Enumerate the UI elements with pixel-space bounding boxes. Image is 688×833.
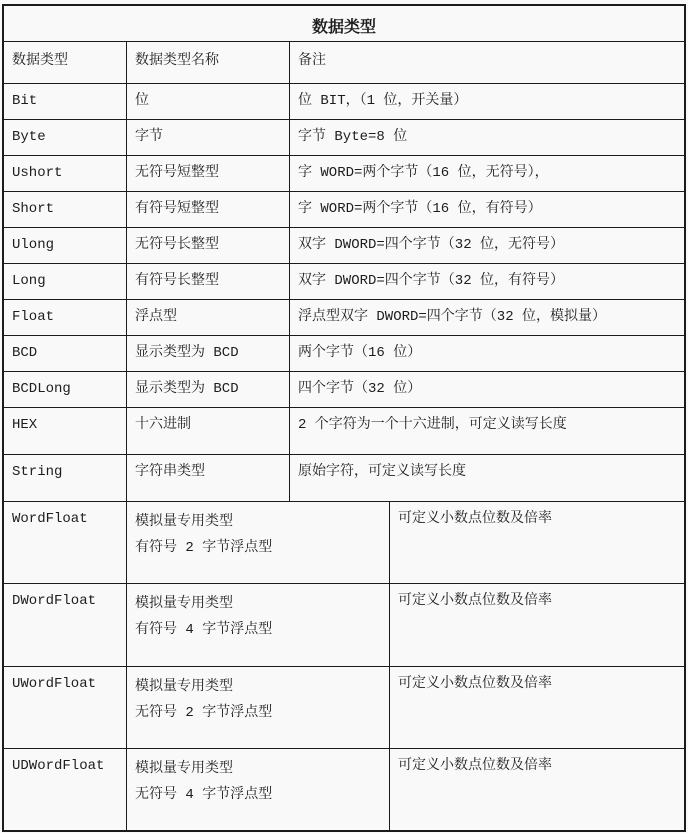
cell-remark: 双字 DWORD=四个字节（32 位，有符号） xyxy=(298,273,565,289)
cell-remark: 可定义小数点位数及倍率 xyxy=(398,593,552,609)
cell-remark: 浮点型双字 DWORD=四个字节（32 位，模拟量） xyxy=(298,309,607,325)
page-title: 数据类型 xyxy=(311,19,376,37)
cell-type: String xyxy=(4,455,127,501)
cell-remark: 位 BIT，（1 位，开关量） xyxy=(298,93,468,109)
cell-name-line1: 模拟量专用类型 xyxy=(135,514,233,530)
cell-type: Ushort xyxy=(4,156,127,191)
cell-name-line1: 模拟量专用类型 xyxy=(135,596,233,612)
table-row-wordfloat xyxy=(4,502,684,584)
cell-name xyxy=(127,584,390,666)
cell-name xyxy=(127,749,390,830)
cell-name-line1: 模拟量专用类型 xyxy=(135,761,233,777)
table-row-short xyxy=(4,192,684,228)
table-row-long xyxy=(4,264,684,300)
cell-name: 无符号长整型 xyxy=(127,228,290,263)
header-type: 数据类型 xyxy=(4,42,127,83)
cell-name-line2: 有符号 4 字节浮点型 xyxy=(135,622,273,638)
cell-remark: 四个字节（32 位） xyxy=(298,381,422,397)
cell-name: 字节 xyxy=(127,120,290,155)
table-header-row xyxy=(4,42,684,84)
cell-name-line1: 模拟量专用类型 xyxy=(135,679,233,695)
cell-remark: 可定义小数点位数及倍率 xyxy=(398,511,552,527)
cell-name-line2: 无符号 4 字节浮点型 xyxy=(135,787,273,803)
cell-name xyxy=(127,502,390,583)
table-row-ushort xyxy=(4,156,684,192)
cell-name: 字符串类型 xyxy=(127,455,290,501)
cell-type: BCD xyxy=(4,336,127,371)
table-row-udwordfloat xyxy=(4,749,684,830)
table-row-byte xyxy=(4,120,684,156)
cell-remark: 双字 DWORD=四个字节（32 位，无符号） xyxy=(298,237,565,253)
cell-type: WordFloat xyxy=(4,502,127,583)
cell-name-line2: 有符号 2 字节浮点型 xyxy=(135,540,273,556)
cell-type: UWordFloat xyxy=(4,667,127,748)
cell-remark: 字 WORD=两个字节（16 位，有符号） xyxy=(298,201,542,217)
data-type-table xyxy=(2,4,686,832)
table-row-dwordfloat xyxy=(4,584,684,667)
cell-remark: 可定义小数点位数及倍率 xyxy=(398,676,552,692)
table-row-hex xyxy=(4,408,684,455)
table-row-string xyxy=(4,455,684,502)
header-name: 数据类型名称 xyxy=(127,42,290,83)
cell-type: Long xyxy=(4,264,127,299)
cell-remark: 字节 Byte=8 位 xyxy=(298,129,408,145)
cell-type: BCDLong xyxy=(4,372,127,407)
cell-name: 有符号短整型 xyxy=(127,192,290,227)
cell-name: 浮点型 xyxy=(127,300,290,335)
cell-type: DWordFloat xyxy=(4,584,127,666)
table-title-row xyxy=(4,6,684,42)
cell-type: Byte xyxy=(4,120,127,155)
cell-remark: 两个字节（16 位） xyxy=(298,345,422,361)
cell-remark: 原始字符，可定义读写长度 xyxy=(298,464,466,480)
table-row-bcd xyxy=(4,336,684,372)
cell-name xyxy=(127,667,390,748)
table-row-bit xyxy=(4,84,684,120)
cell-name: 显示类型为 BCD xyxy=(127,336,290,371)
cell-name-line2: 无符号 2 字节浮点型 xyxy=(135,705,273,721)
cell-name: 十六进制 xyxy=(127,408,290,454)
cell-type: Ulong xyxy=(4,228,127,263)
cell-name: 显示类型为 BCD xyxy=(127,372,290,407)
table-row-uwordfloat xyxy=(4,667,684,749)
table-row-ulong xyxy=(4,228,684,264)
cell-remark: 2 个字符为一个十六进制，可定义读写长度 xyxy=(298,417,567,433)
header-remark: 备注 xyxy=(298,53,326,69)
cell-name: 无符号短整型 xyxy=(127,156,290,191)
cell-remark: 字 WORD=两个字节（16 位，无符号）， xyxy=(298,165,549,181)
cell-name: 有符号长整型 xyxy=(127,264,290,299)
cell-type: Short xyxy=(4,192,127,227)
table-row-bcdlong xyxy=(4,372,684,408)
cell-type: Bit xyxy=(4,84,127,119)
cell-type: UDWordFloat xyxy=(4,749,127,830)
cell-type: HEX xyxy=(4,408,127,454)
table-row-float xyxy=(4,300,684,336)
cell-type: Float xyxy=(4,300,127,335)
cell-remark: 可定义小数点位数及倍率 xyxy=(398,758,552,774)
cell-name: 位 xyxy=(127,84,290,119)
